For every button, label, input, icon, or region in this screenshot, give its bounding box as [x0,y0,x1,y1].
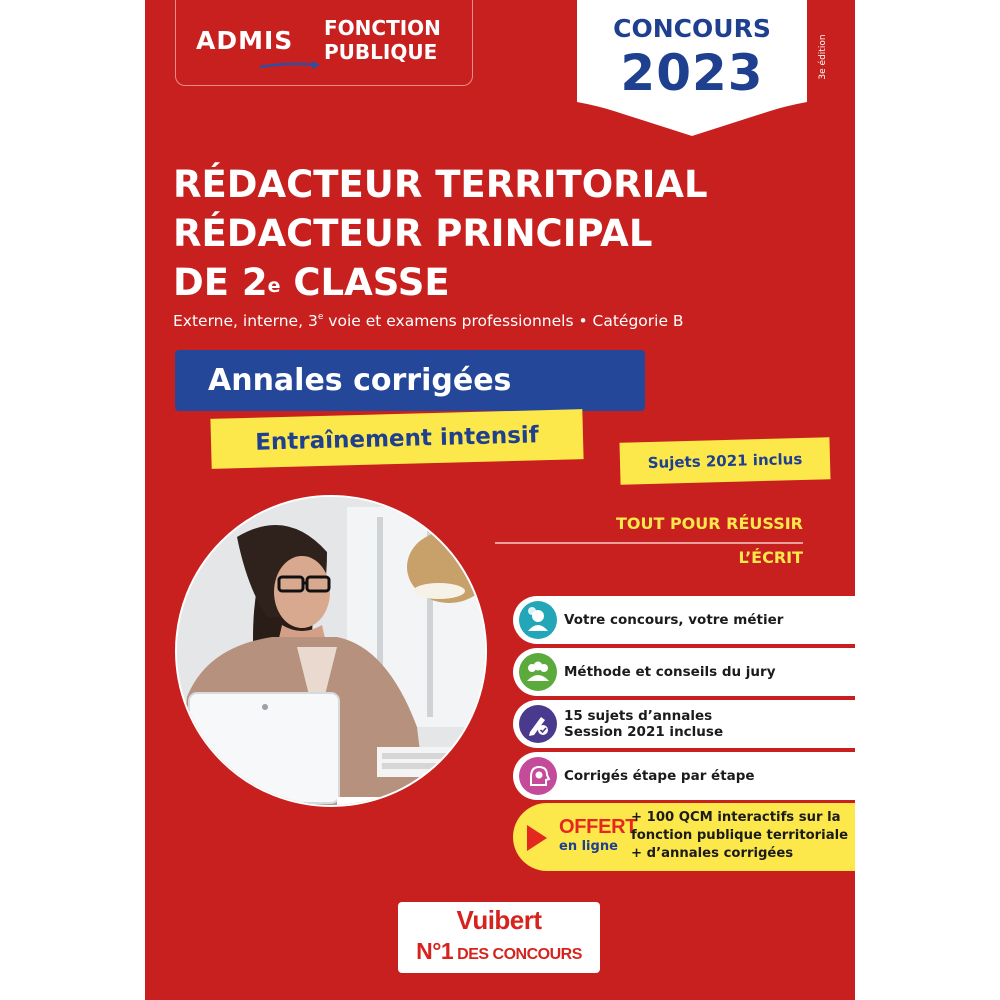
concours-label: CONCOURS [613,14,771,43]
publisher-name: Vuibert [456,905,542,935]
offert-sub: en ligne [559,839,618,854]
book-title [173,160,843,307]
title-line-3: DE 2e CLASSE [173,261,450,304]
series-logo-admis: ADMIS [196,26,294,55]
tagline-line-1: TOUT POUR RÉUSSIR [615,514,803,533]
title-line-2: RÉDACTEUR PRINCIPAL [173,212,653,255]
concours-badge [577,0,807,136]
intensif-banner: Entraînement intensif [210,409,583,469]
offert-text: + 100 QCM interactifs sur la fonction publique territoriale + d’annales corrigées [631,810,849,861]
feature-label: 15 sujets d’annales Session 2021 incluse [564,708,724,740]
tagline-divider [495,542,803,544]
cover-photo [175,495,487,807]
annales-banner: Annales corrigées [175,350,645,411]
play-icon [527,825,547,851]
publisher-tagline: N°1 DES CONCOURS [416,938,582,964]
concours-year: 2023 [620,44,764,102]
publisher-logo [398,902,600,973]
feature-item-corriges [513,752,855,800]
feature-label: Corrigés étape par étape [564,768,755,784]
info-person-icon [519,601,557,639]
series-logo-fonction-publique: FONCTION PUBLIQUE [324,16,441,64]
tagline-line-2: L’ÉCRIT [738,548,803,567]
feature-item-concours [513,596,855,644]
book-subtitle: Externe, interne, 3e voie et examens professionnels • Catégorie B [173,312,684,330]
series-logo [175,0,473,86]
swoosh-arrow-icon [258,60,322,70]
book-cover [145,0,855,1000]
woman-studying-illustration [177,497,487,807]
feature-label: Votre concours, votre métier [564,612,784,628]
pen-check-icon [519,705,557,743]
group-icon [519,653,557,691]
feature-item-methode [513,648,855,696]
feature-item-sujets [513,700,855,748]
offert-banner [513,803,855,871]
offert-badge: OFFERT [559,816,638,838]
feature-label: Méthode et conseils du jury [564,664,776,680]
brain-head-icon [519,757,557,795]
title-line-1: RÉDACTEUR TERRITORIAL [173,163,708,206]
sujets-banner: Sujets 2021 inclus [619,437,830,484]
edition-label: 3e édition [818,34,828,80]
